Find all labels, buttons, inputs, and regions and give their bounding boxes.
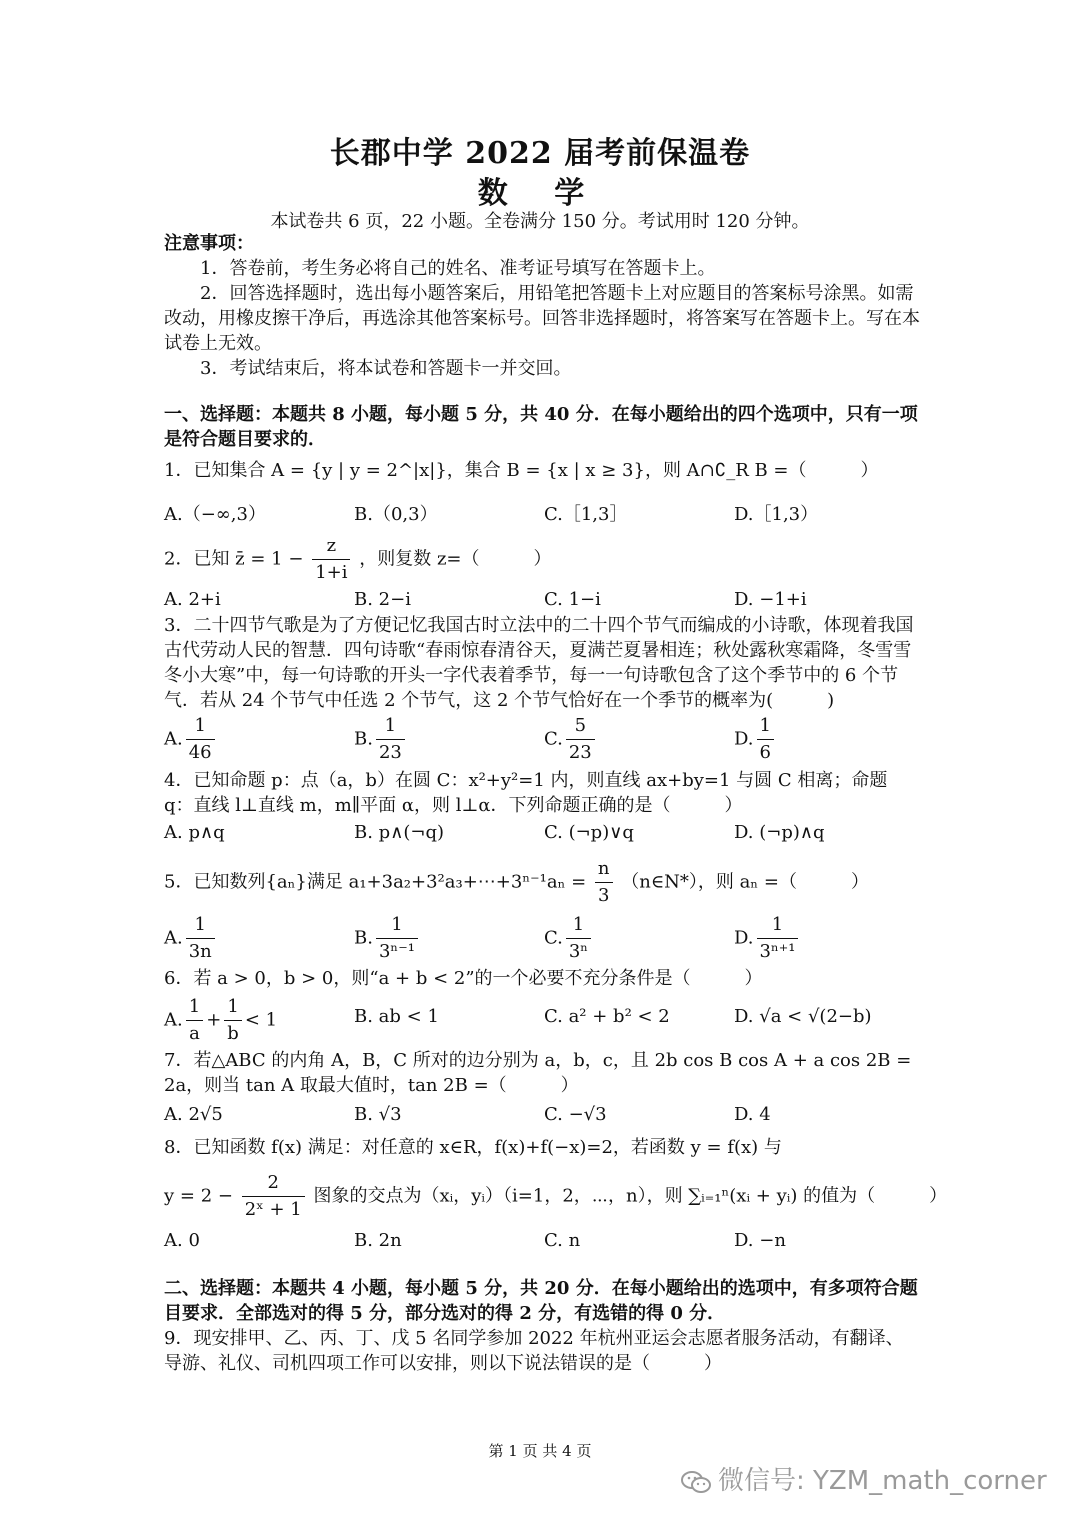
option-a: A.（−∞,3） [164, 504, 266, 525]
option-fraction [186, 994, 203, 1047]
option-d [734, 912, 801, 965]
fraction-denominator: 3ⁿ⁻¹ [378, 941, 415, 962]
option-fraction [186, 713, 215, 766]
plus-sign: + [206, 1009, 222, 1031]
option-b [354, 713, 408, 766]
question-2-post: ，则复数 z=（ ） [359, 548, 552, 570]
fraction-numerator: 2 [242, 1170, 305, 1197]
notice-item-3: 3．考试结束后，将本试卷和答题卡一并交回。 [200, 358, 572, 379]
option-c [544, 912, 594, 965]
fraction-denominator: 23 [378, 742, 402, 763]
exam-title: 长郡中学 2022 届考前保温卷 [329, 136, 751, 171]
option-label: A. [164, 728, 183, 750]
fraction-denominator: 3n [188, 941, 212, 962]
question-8-stem-cont [164, 1170, 948, 1223]
fraction-numerator: 1 [186, 912, 215, 939]
option-fraction [186, 912, 215, 965]
option-label: D. [734, 728, 754, 750]
fraction-numerator: 1 [376, 912, 418, 939]
question-2-stem [164, 533, 920, 586]
option-c: C. a² + b² < 2 [544, 1006, 670, 1027]
exam-intro: 本试卷共 6 页，22 小题。全卷满分 150 分。考试用时 120 分钟。 [270, 211, 810, 232]
option-b: B. 2n [354, 1230, 402, 1251]
option-label: B. [354, 728, 373, 750]
option-fraction [566, 912, 591, 965]
notice-heading: 注意事项： [164, 233, 254, 254]
fraction-numerator: 1 [224, 994, 242, 1021]
option-label: A. [164, 927, 183, 949]
option-b: B. ab < 1 [354, 1006, 439, 1027]
fraction-numerator: 1 [566, 912, 591, 939]
option-a: A. 2√5 [164, 1104, 223, 1125]
option-c: C.［1,3］ [544, 504, 628, 525]
option-b: B. p∧(¬q) [354, 822, 445, 843]
question-8-stem: 8．已知函数 f(x) 满足：对任意的 x∈R，f(x)+f(−x)=2，若函数 y = f(x) 与 [164, 1137, 782, 1158]
option-b [354, 912, 421, 965]
fraction-denominator: 6 [759, 742, 771, 763]
question-8-fraction [242, 1170, 305, 1223]
option-fraction [566, 713, 595, 766]
fraction-denominator: 46 [188, 742, 212, 763]
fraction-numerator: 1 [186, 994, 203, 1021]
exam-subject: 数 学 [477, 176, 603, 211]
option-tail: < 1 [244, 1009, 278, 1031]
option-a: A. 0 [164, 1230, 200, 1251]
question-3-stem: 3．二十四节气歌是为了方便记忆我国古时立法中的二十四个节气而编成的小诗歌，体现着我国古代劳动人民的智慧．四句诗歌“春雨惊春清谷天，夏满芒夏暑相连；秋处露秋寒霜降，冬雪雪冬小大寒”中，每一句诗歌的开头一字代表着季节，每一一句诗歌包含了这个季节中的 6 个节气．若从 24 个节气中任选 2 个节气，这 2 个节气恰好在一个季节的概率为( ) [164, 615, 914, 711]
fraction-denominator: b [227, 1023, 239, 1044]
option-fraction [757, 912, 799, 965]
option-c: C. n [544, 1230, 581, 1251]
option-d: D. (¬p)∧q [734, 822, 825, 843]
fraction-denominator: a [189, 1023, 200, 1044]
option-label: D. [734, 927, 754, 949]
question-5-post: （n∈N*），则 aₙ =（ ） [621, 871, 869, 893]
option-c: C. (¬p)∨q [544, 822, 634, 843]
fraction-numerator: 1 [376, 713, 405, 740]
question-5-pre: 5．已知数列{aₙ}满足 a₁+3a₂+3²a₃+⋯+3ⁿ⁻¹aₙ = [164, 871, 587, 893]
option-fraction [376, 912, 418, 965]
watermark-text: 微信号: YZM_math_corner [718, 1466, 1047, 1496]
option-label: C. [544, 728, 563, 750]
option-fraction [757, 713, 774, 766]
fraction-denominator: 3 [597, 885, 610, 906]
fraction-numerator: 1 [757, 912, 799, 939]
question-9-stem: 9．现安排甲、乙、丙、丁、戊 5 名同学参加 2022 年杭州亚运会志愿者服务活动，有翻译、导游、礼仪、司机四项工作可以安排，则以下说法错误的是（ ） [164, 1328, 904, 1374]
option-d: D. 4 [734, 1104, 771, 1125]
question-7-stem: 7．若△ABC 的内角 A，B，C 所对的边分别为 a，b，c，且 2b cos B cos A + a cos 2B = 2a，则当 tan A 取最大值时，tan 2B =（ ） [164, 1050, 912, 1096]
page-footer: 第 1 页 共 4 页 [488, 1442, 592, 1460]
option-a: A. p∧q [164, 822, 225, 843]
option-d: D. −n [734, 1230, 786, 1251]
fraction-numerator: 1 [757, 713, 774, 740]
fraction-denominator: 3ⁿ [568, 941, 589, 962]
notice-item-2: 2．回答选择题时，选出每小题答案后，用铅笔把答题卡上对应题目的答案标号涂黑。如需改动，用橡皮擦干净后，再选涂其他答案标号。回答非选择题时，将答案写在答题卡上。写在本试卷上无效。 [164, 283, 920, 354]
notice-item-1: 1．答卷前，考生务必将自己的姓名、准考证号填写在答题卡上。 [200, 258, 716, 279]
option-d: D.［1,3） [734, 504, 819, 525]
option-c: C. 1−i [544, 589, 601, 610]
option-b: B. √3 [354, 1104, 402, 1125]
fraction-numerator: n [595, 856, 613, 883]
option-c [544, 713, 598, 766]
option-c: C. −√3 [544, 1104, 607, 1125]
section-2-heading: 二、选择题：本题共 4 小题，每小题 5 分，共 20 分．在每小题给出的选项中，有多项符合题目要求．全部选对的得 5 分，部分选对的得 2 分，有选错的得 0 分． [164, 1278, 918, 1324]
option-d: D. −1+i [734, 589, 807, 610]
question-8-pre: y = 2 − [164, 1185, 233, 1207]
option-a: A. 2+i [164, 589, 221, 610]
wechat-icon [680, 1469, 712, 1495]
option-a [164, 912, 218, 965]
option-d: D. √a < √(2−b) [734, 1006, 872, 1027]
option-label: A. [164, 1009, 183, 1031]
option-b: B. 2−i [354, 589, 411, 610]
question-8-post: 图象的交点为（xᵢ，yᵢ）（i=1，2，⋯，n），则 ∑ᵢ₌₁ⁿ(xᵢ + yᵢ) 的值为（ ） [313, 1185, 948, 1207]
option-label: B. [354, 927, 373, 949]
option-fraction [376, 713, 405, 766]
question-6-stem: 6．若 a > 0，b > 0，则“a + b < 2”的一个必要不充分条件是（ ） [164, 968, 763, 989]
fraction-denominator: 2ˣ + 1 [244, 1199, 302, 1220]
fraction-numerator: 5 [566, 713, 595, 740]
option-a [164, 713, 218, 766]
option-d [734, 713, 777, 766]
section-1-heading: 一、选择题：本题共 8 小题，每小题 5 分，共 40 分．在每小题给出的四个选项中，只有一项是符合题目要求的． [164, 404, 918, 450]
question-1-stem: 1．已知集合 A = {y | y = 2^|x|}，集合 B = {x | x ≥ 3}，则 A∩∁_R B =（ ） [164, 460, 879, 481]
option-label: C. [544, 927, 563, 949]
question-4-stem: 4．已知命题 p：点（a，b）在圆 C：x²+y²=1 内，则直线 ax+by=1 与圆 C 相离；命题 q：直线 l⊥直线 m，m∥平面 α，则 l⊥α．下列命题正确的是（ ） [164, 770, 888, 816]
watermark [680, 1460, 1047, 1497]
question-2-fraction [312, 533, 350, 586]
option-a [164, 994, 277, 1047]
option-fraction [224, 994, 242, 1047]
question-5-fraction [595, 856, 613, 909]
fraction-numerator: 1 [186, 713, 215, 740]
question-2-pre: 2．已知 z̄ = 1 − [164, 548, 304, 570]
fraction-denominator: 1+i [315, 562, 348, 583]
question-5-stem [164, 856, 920, 909]
option-b: B.（0,3） [354, 504, 438, 525]
fraction-numerator: z [312, 533, 350, 560]
fraction-denominator: 3ⁿ⁺¹ [759, 941, 796, 962]
fraction-denominator: 23 [568, 742, 592, 763]
